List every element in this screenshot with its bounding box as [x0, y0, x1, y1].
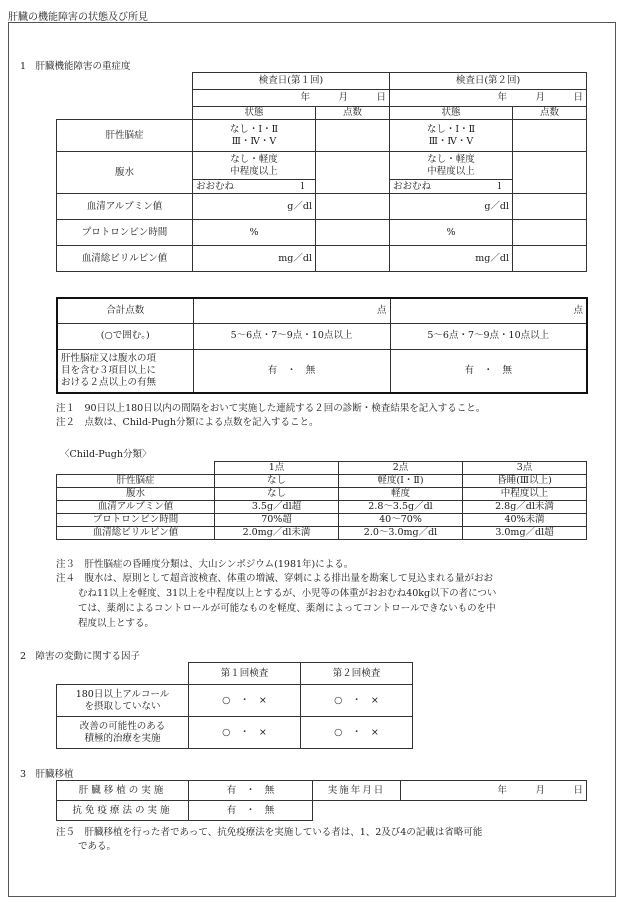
row-albumin: 血清アルブミン値 g／dl g／dl	[57, 194, 587, 220]
factors-table: 第１回検査 第２回検査 180日以上アルコール を摂取していない ○ ・ × ○ ・ × 改善の可能性のある 積極的治療を実施 ○ ・ × ○ ・ ×	[56, 662, 413, 749]
total-table: 合計点数 点 点 (○で囲む。) 5〜6点・7〜9点・10点以上 5〜6点・7〜9点・10点以上 肝性脳症又は腹水の項 目を含む３項目以上に おける２点以上の有無 有 ・ 無 有 ・ 無	[56, 297, 588, 394]
section2-heading: 2 障害の変動に関する因子	[20, 651, 141, 662]
severity-table: 検査日(第１回) 検査日(第２回) 年 月 日 年 月 日 状態 点数 状態 点数 肝性脳症 なし・Ⅰ・Ⅱ Ⅲ・Ⅳ・Ⅴ なし・Ⅰ・Ⅱ Ⅲ・Ⅳ・Ⅴ 腹水 なし・軽度 中程度以上 なし・軽度 中程度以上 おおむね l おおむね l 血清アルブミン値 g／dl g／dl プロトロンビン時間 % % 血清総ビリルビン値 mg／dl mg／dl	[56, 72, 587, 272]
page-title: 肝臓の機能障害の状態及び所見	[8, 12, 148, 23]
row-ascites: 腹水 なし・軽度 中程度以上 なし・軽度 中程度以上	[57, 152, 587, 180]
note2: 注２ 点数は、Child-Pugh分類による点数を記入すること。	[56, 417, 319, 428]
section1-heading: 1 肝臓機能障害の重症度	[20, 61, 131, 72]
note5: 注５ 肝臓移植を行った者であって、抗免疫療法を実施している者は、1、2及び4の記載は省略可能 である。	[56, 827, 483, 852]
row-encephalopathy: 肝性脳症 なし・Ⅰ・Ⅱ Ⅲ・Ⅳ・Ⅴ なし・Ⅰ・Ⅱ Ⅲ・Ⅳ・Ⅴ	[57, 120, 587, 152]
note4: 注４ 腹水は、原則として超音波検査、体重の増減、穿刺による排出量を勘案して見込まれる量がおお むね11以上を軽度、31以上を中程度以上とするが、小児等の体重がおおむね40kg以下の者につい ては、薬剤によるコントロールが可能なものを軽度、薬剤によってコントロールできないものを中 程度以上とする。	[56, 573, 497, 629]
row-prothrombin: プロトロンビン時間 % %	[57, 220, 587, 246]
row-bilirubin: 血清総ビリルビン値 mg／dl mg／dl	[57, 246, 587, 272]
note3: 注３ 肝性脳症の昏睡度分類は、大山シンポジウム(1981年)による。	[56, 559, 354, 570]
transplant-label: 肝臓移植の実施	[57, 781, 189, 801]
transplant-table: 肝臓移植の実施 有 ・ 無 実施年月日 年 月 日 抗免疫療法の実施 有 ・ 無	[56, 780, 587, 821]
section3-heading: 3 肝臓移植	[20, 769, 74, 780]
child-pugh-title: 〈Child-Pugh分類〉	[60, 449, 152, 460]
child-pugh-table: 1点 2点 3点 肝性脳症 なし 軽度(Ⅰ・Ⅱ) 昏睡(Ⅲ以上) 腹水 なし 軽度 中程度以上 血清アルブミン値 3.5g／dl超 2.8〜3.5g／dl 2.8g／dl未満 プロトロンビン時間 70%超 40〜70% 40%未満 血清総ビリルビン値 2.0mg／dl未満 2.0〜3.0mg／dl 3.0mg／dl超	[56, 461, 587, 540]
immuno-label: 抗免疫療法の実施	[57, 801, 189, 821]
note1: 注１ 90日以上180日以内の間隔をおいて実施した連続する２回の診断・検査結果を記入すること。	[56, 403, 486, 414]
